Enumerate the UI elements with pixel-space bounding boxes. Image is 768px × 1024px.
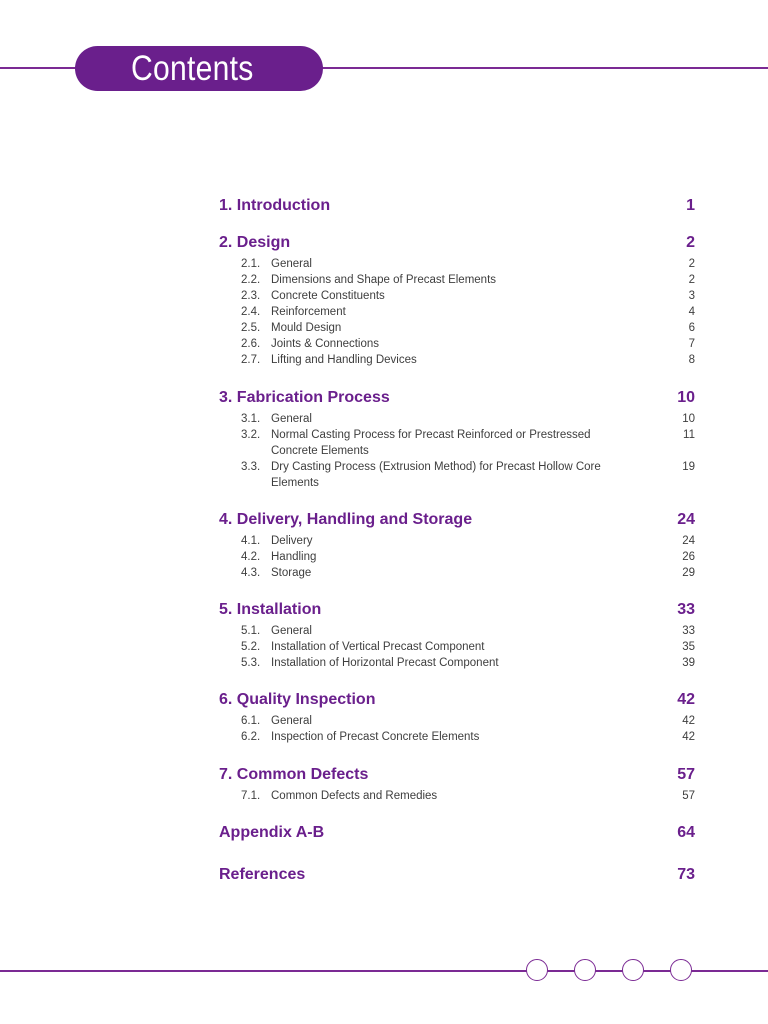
toc-subsection[interactable]	[219, 288, 695, 304]
subsection-number: 2.2.	[241, 274, 261, 286]
section-page: 1	[686, 197, 695, 214]
toc-section-heading[interactable]	[219, 823, 695, 843]
toc-section-heading[interactable]	[219, 510, 695, 530]
subsection-number: 6.2.	[241, 731, 261, 743]
subsection-number: 3.1.	[241, 413, 261, 425]
toc-section-3	[219, 388, 695, 491]
subsection-page: 42	[682, 731, 695, 743]
subsection-page: 3	[688, 290, 695, 302]
subsection-number: 2.4.	[241, 306, 261, 318]
title-banner	[75, 46, 323, 91]
section-page: 64	[677, 824, 695, 841]
subsection-page: 6	[688, 322, 695, 334]
section-page: 42	[677, 691, 695, 708]
section-title: 2. Design	[219, 234, 291, 251]
subsection-number: 5.1.	[241, 625, 261, 637]
toc-subsection[interactable]	[219, 533, 695, 549]
toc-section-heading[interactable]	[219, 196, 695, 216]
subsection-title: Common Defects and Remedies	[271, 790, 438, 802]
subsection-number: 3.2.	[241, 429, 261, 441]
subsection-page: 35	[682, 641, 695, 653]
subsection-title: General	[271, 258, 312, 270]
subsection-title: General	[271, 715, 312, 727]
section-title: 7. Common Defects	[219, 766, 369, 783]
subsection-page: 26	[682, 551, 695, 563]
subsection-title: Lifting and Handling Devices	[271, 354, 417, 366]
toc-subsection[interactable]	[219, 427, 695, 459]
toc-subsection[interactable]	[219, 713, 695, 729]
toc-subsection[interactable]	[219, 336, 695, 352]
subsection-title: Delivery	[271, 535, 313, 547]
bottom-rule	[0, 970, 768, 972]
section-title: 6. Quality Inspection	[219, 691, 376, 708]
toc-section-2	[219, 233, 695, 368]
subsection-number: 2.6.	[241, 338, 261, 350]
subsection-page: 57	[682, 790, 695, 802]
toc-section-6	[219, 690, 695, 745]
subsection-number: 5.2.	[241, 641, 261, 653]
section-page: 2	[686, 234, 695, 251]
toc-subsection[interactable]	[219, 272, 695, 288]
page-title: Contents	[131, 49, 254, 88]
toc-section-5	[219, 600, 695, 671]
toc-section-heading[interactable]	[219, 865, 695, 885]
toc-subsection[interactable]	[219, 256, 695, 272]
subsection-title: Dimensions and Shape of Precast Elements	[271, 274, 497, 286]
subsection-title: Dry Casting Process (Extrusion Method) for Precast Hollow Core Elements	[271, 461, 601, 489]
section-page: 10	[677, 389, 695, 406]
subsection-page: 39	[682, 657, 695, 669]
toc-subsection[interactable]	[219, 411, 695, 427]
subsection-page: 11	[683, 429, 695, 441]
toc-appendix	[219, 823, 695, 843]
table-of-contents	[219, 196, 695, 216]
subsection-title: Normal Casting Process for Precast Reinforced or Prestressed Concrete Elements	[271, 429, 591, 457]
subsection-page: 33	[682, 625, 695, 637]
toc-section-heading[interactable]	[219, 388, 695, 408]
subsection-page: 4	[688, 306, 695, 318]
subsection-title: General	[271, 625, 312, 637]
toc-subsection[interactable]	[219, 639, 695, 655]
subsection-page: 2	[688, 258, 695, 270]
section-title: References	[219, 866, 306, 883]
subsection-page: 2	[688, 274, 695, 286]
subsection-title: General	[271, 413, 312, 425]
section-page: 73	[677, 866, 695, 883]
section-page: 24	[677, 511, 695, 528]
subsection-number: 6.1.	[241, 715, 261, 727]
decorative-circle	[670, 959, 692, 981]
subsection-title: Installation of Horizontal Precast Component	[271, 657, 499, 669]
subsection-number: 2.7.	[241, 354, 261, 366]
subsection-page: 29	[682, 567, 695, 579]
toc-section-7	[219, 765, 695, 804]
section-page: 57	[677, 766, 695, 783]
toc-section-heading[interactable]	[219, 600, 695, 620]
section-title: 3. Fabrication Process	[219, 389, 390, 406]
subsection-title: Joints & Connections	[271, 338, 380, 350]
subsection-number: 4.1.	[241, 535, 261, 547]
subsection-page: 42	[682, 715, 695, 727]
section-title: 4. Delivery, Handling and Storage	[219, 511, 473, 528]
toc-subsection[interactable]	[219, 655, 695, 671]
subsection-title: Mould Design	[271, 322, 342, 334]
subsection-number: 2.5.	[241, 322, 261, 334]
subsection-page: 7	[688, 338, 695, 350]
subsection-title: Handling	[271, 551, 317, 563]
decorative-circle	[622, 959, 644, 981]
subsection-page: 10	[682, 413, 695, 425]
toc-subsection[interactable]	[219, 549, 695, 565]
section-title: 1. Introduction	[219, 197, 331, 214]
subsection-title: Installation of Vertical Precast Component	[271, 641, 485, 653]
toc-subsection[interactable]	[219, 320, 695, 336]
toc-subsection[interactable]	[219, 304, 695, 320]
toc-section-1	[219, 196, 695, 216]
subsection-title: Reinforcement	[271, 306, 346, 318]
decorative-circle	[574, 959, 596, 981]
subsection-number: 2.3.	[241, 290, 261, 302]
toc-subsection[interactable]	[219, 729, 695, 745]
toc-subsection[interactable]	[219, 623, 695, 639]
section-page: 33	[677, 601, 695, 618]
toc-section-heading[interactable]	[219, 765, 695, 785]
subsection-title: Storage	[271, 567, 312, 579]
subsection-title: Inspection of Precast Concrete Elements	[271, 731, 480, 743]
toc-subsection[interactable]	[219, 459, 695, 491]
subsection-number: 2.1.	[241, 258, 261, 270]
toc-references	[219, 865, 695, 885]
toc-subsection[interactable]	[219, 352, 695, 368]
subsection-page: 24	[682, 535, 695, 547]
toc-section-4	[219, 510, 695, 581]
section-title: Appendix A-B	[219, 824, 325, 841]
section-title: 5. Installation	[219, 601, 322, 618]
decorative-circle	[526, 959, 548, 981]
subsection-number: 3.3.	[241, 461, 261, 473]
subsection-number: 4.2.	[241, 551, 261, 563]
subsection-number: 7.1.	[241, 790, 261, 802]
subsection-page: 19	[682, 461, 695, 473]
toc-subsection[interactable]	[219, 788, 695, 804]
subsection-title: Concrete Constituents	[271, 290, 385, 302]
subsection-number: 4.3.	[241, 567, 261, 579]
toc-subsection[interactable]	[219, 565, 695, 581]
toc-section-heading[interactable]	[219, 233, 695, 253]
subsection-page: 8	[688, 354, 695, 366]
toc-section-heading[interactable]	[219, 690, 695, 710]
subsection-number: 5.3.	[241, 657, 261, 669]
